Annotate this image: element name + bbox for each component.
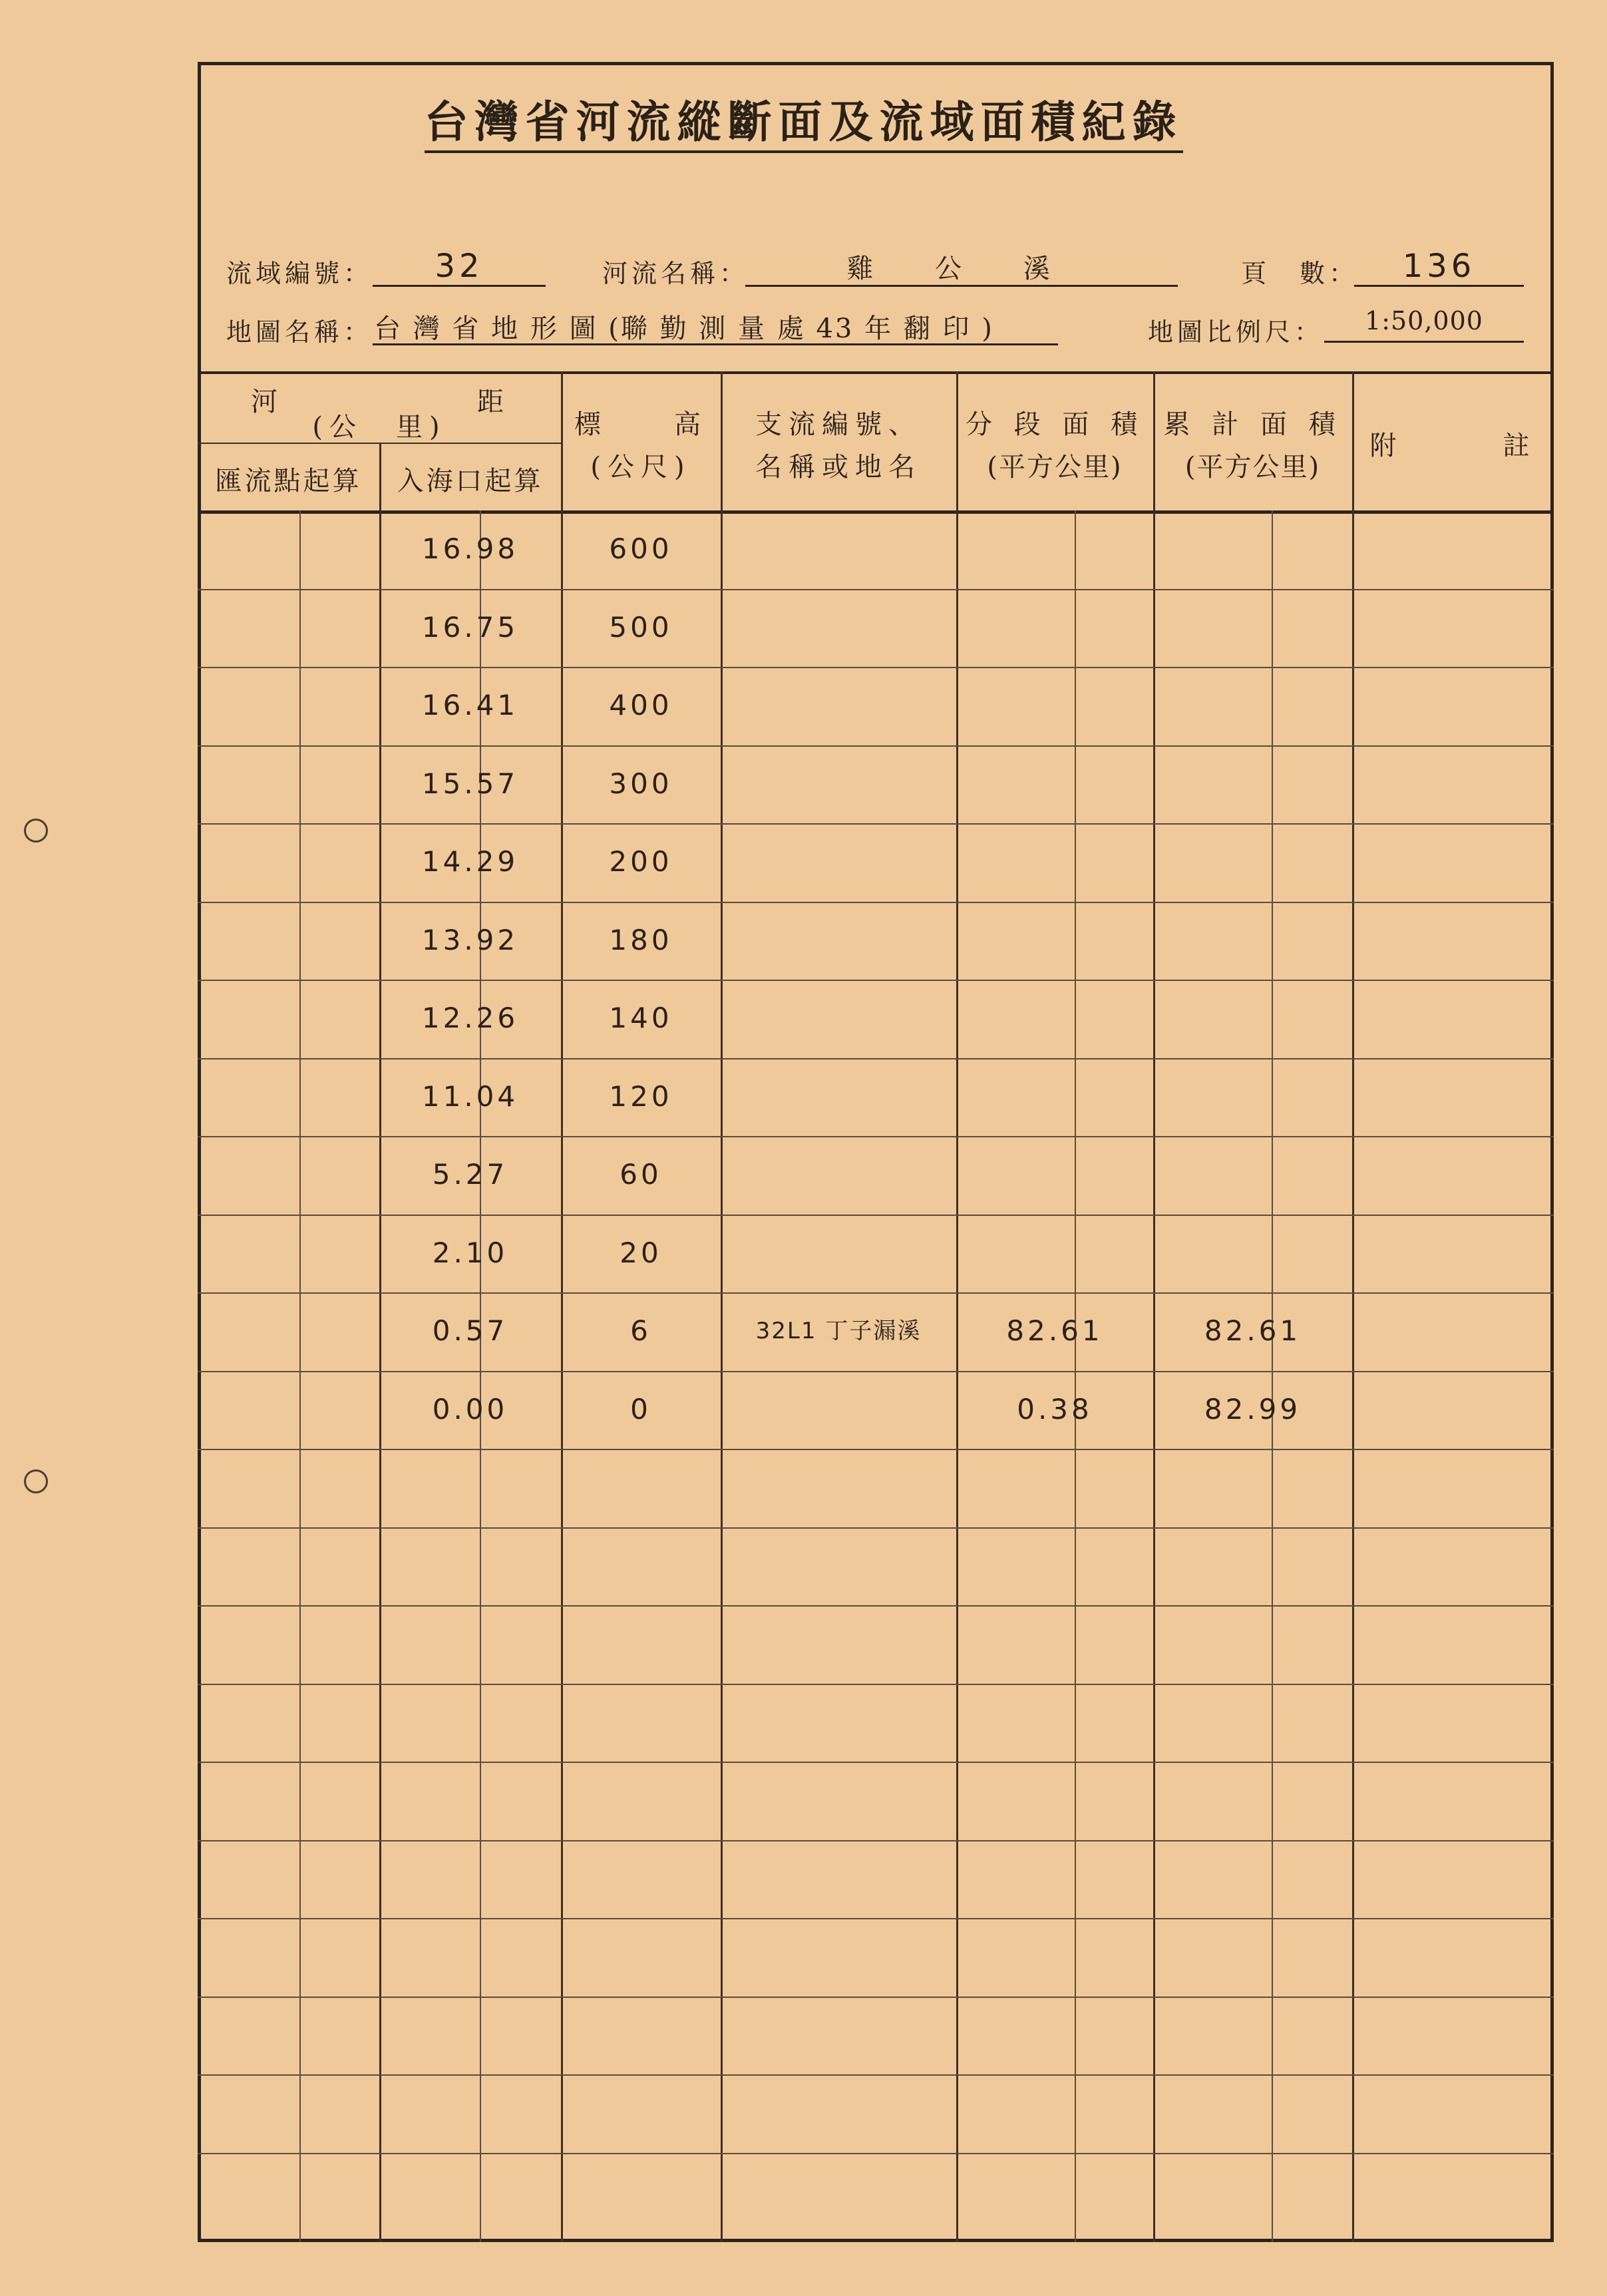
cell-segment-area (956, 667, 1153, 744)
cell-cumulative-area (1153, 1136, 1352, 1213)
cell-tributary (721, 667, 956, 744)
map-name-underline (373, 343, 1058, 345)
map-scale-underline (1324, 341, 1524, 343)
cell-elevation: 300 (609, 767, 673, 800)
row-divider (198, 1997, 1554, 1998)
cell-distance: 2.10 (432, 1236, 508, 1269)
cell-tributary: 32L1 丁子漏溪 (755, 1318, 922, 1344)
row-divider (198, 1605, 1554, 1607)
page-value: 136 (1402, 248, 1476, 285)
basin-no-label: 流域編號： (226, 259, 373, 288)
header-elevation-unit: (公尺) (590, 452, 691, 482)
row-divider (198, 1918, 1554, 1919)
cell-elevation: 600 (609, 532, 673, 565)
header-from-estuary: 入海口起算 (397, 466, 544, 496)
cell-elevation: 6 (630, 1314, 651, 1347)
cell-cumulative-area (1153, 589, 1352, 666)
header-segment-area-unit: (平方公里) (987, 452, 1123, 482)
cell-tributary (721, 980, 956, 1057)
cell-tributary (721, 745, 956, 823)
cell-elevation: 500 (609, 610, 673, 644)
cell-segment-area (956, 1215, 1153, 1292)
header-from-confluence: 匯流點起算 (215, 466, 362, 496)
col-divider-6 (1352, 371, 1354, 2242)
page-label: 頁 數： (1241, 259, 1359, 288)
cell-cumulative-area (1153, 980, 1352, 1057)
row-divider (198, 1527, 1554, 1529)
cell-cumulative-area (1153, 1215, 1352, 1292)
header-distance-left: 河 (251, 387, 284, 417)
header-distance-unit: (公 里) (312, 412, 446, 443)
map-name-value: 台 灣 省 地 形 圖 (聯 勤 測 量 處 43 年 翻 印 ) (374, 313, 994, 344)
page-underline (1354, 285, 1524, 287)
cell-cumulative-area (1153, 1058, 1352, 1135)
punch-hole-lower (24, 1469, 48, 1493)
cell-distance: 12.26 (421, 1002, 519, 1034)
cell-tributary (721, 1371, 956, 1448)
cell-distance: 11.04 (421, 1079, 519, 1113)
cell-segment-area: 0.38 (1017, 1392, 1093, 1426)
header-segment-area: 分 段 面 積 (965, 409, 1145, 440)
map-scale-value: 1:50,000 (1365, 306, 1483, 335)
cell-cumulative-area (1153, 745, 1352, 823)
cell-segment-area (956, 902, 1153, 979)
cell-cumulative-area (1153, 510, 1352, 588)
cell-tributary (721, 1058, 956, 1135)
cell-segment-area (956, 823, 1153, 900)
punch-hole-upper (24, 819, 48, 843)
river-name-label: 河流名稱： (602, 259, 749, 288)
cell-elevation: 140 (609, 1002, 673, 1034)
row-divider (198, 1684, 1554, 1685)
cell-segment-area (956, 510, 1153, 588)
row-divider (198, 1762, 1554, 1763)
cell-distance: 14.29 (421, 845, 519, 878)
header-remarks: 附 註 (1369, 431, 1536, 461)
header-distance-right: 距 (477, 387, 510, 417)
cell-distance: 5.27 (432, 1158, 508, 1191)
cell-distance: 15.57 (421, 767, 519, 800)
cell-distance: 0.00 (432, 1392, 508, 1426)
cell-cumulative-area (1153, 902, 1352, 979)
row-divider (198, 1840, 1554, 1841)
row-divider (198, 1449, 1554, 1450)
cell-tributary (721, 510, 956, 588)
cell-cumulative-area (1153, 667, 1352, 744)
cell-elevation: 0 (630, 1392, 651, 1426)
cell-tributary (721, 1136, 956, 1213)
cell-cumulative-area: 82.61 (1204, 1314, 1302, 1347)
header-cumulative-area: 累 計 面 積 (1163, 409, 1342, 440)
cell-distance: 16.98 (421, 532, 519, 565)
record-table (198, 371, 1554, 2242)
basin-no-underline (373, 285, 546, 287)
cell-elevation: 400 (609, 689, 673, 721)
cell-distance: 16.41 (421, 689, 519, 721)
cell-elevation: 180 (609, 923, 673, 956)
river-name-underline (745, 285, 1178, 287)
map-scale-label: 地圖比例尺： (1148, 317, 1324, 347)
cell-segment-area (956, 745, 1153, 823)
cell-elevation: 60 (620, 1158, 662, 1191)
header-tributary-2: 名稱或地名 (755, 452, 922, 482)
header-elevation: 標 高 (574, 409, 707, 440)
cell-distance: 16.75 (421, 610, 519, 644)
cell-elevation: 20 (620, 1236, 662, 1269)
cell-elevation: 200 (609, 845, 673, 878)
decimal-line-confluence (299, 510, 301, 2242)
row-divider (198, 2074, 1554, 2076)
page-title: 台灣省河流縱斷面及流域面積紀錄 (0, 87, 1607, 150)
header-cumulative-area-unit: (平方公里) (1184, 452, 1321, 482)
cell-cumulative-area (1153, 823, 1352, 900)
cell-cumulative-area: 82.99 (1204, 1392, 1302, 1426)
cell-segment-area (956, 1058, 1153, 1135)
row-divider (198, 2153, 1554, 2154)
cell-segment-area: 82.61 (1006, 1314, 1103, 1347)
map-name-label: 地圖名稱： (226, 317, 373, 347)
cell-segment-area (956, 1136, 1153, 1213)
river-name-value: 雞 公 溪 (846, 254, 1077, 284)
cell-tributary (721, 1215, 956, 1292)
cell-segment-area (956, 980, 1153, 1057)
header-tributary-1: 支流編號、 (755, 409, 922, 440)
cell-elevation: 120 (609, 1079, 673, 1113)
cell-distance: 13.92 (421, 923, 519, 956)
cell-tributary (721, 823, 956, 900)
cell-tributary (721, 902, 956, 979)
basin-no-value: 32 (435, 248, 484, 285)
cell-distance: 0.57 (432, 1314, 508, 1347)
cell-tributary (721, 589, 956, 666)
header-top-border (198, 371, 1554, 374)
cell-segment-area (956, 589, 1153, 666)
